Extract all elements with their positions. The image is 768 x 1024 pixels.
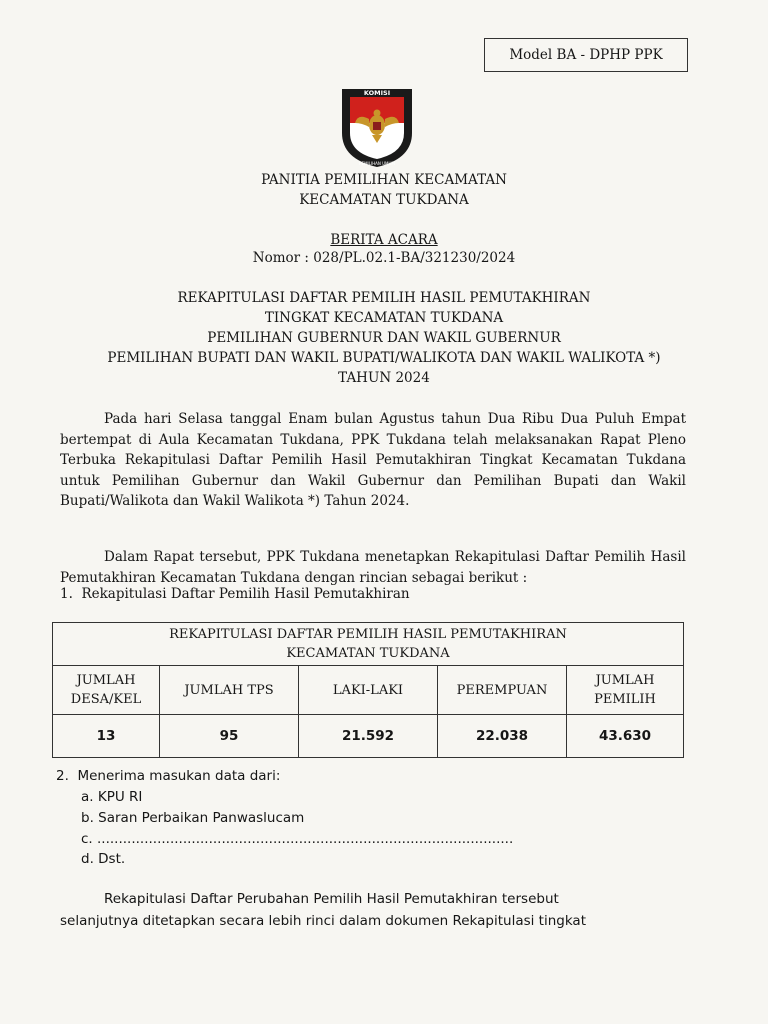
decision-paragraph xyxy=(60,547,686,588)
table-title-line: REKAPITULASI DAFTAR PEMILIH HASIL PEMUTAKHIRAN xyxy=(169,627,567,642)
sub-item: b. Saran Perbaikan Panwaslucam xyxy=(81,810,305,826)
subject-line: TINGKAT KECAMATAN TUKDANA xyxy=(264,310,504,326)
table-cell: 95 xyxy=(160,715,299,758)
subject-line: TAHUN 2024 xyxy=(338,370,430,386)
sub-item: c. ................................................................................................. xyxy=(81,831,514,847)
column-header xyxy=(53,666,160,715)
sub-item: a. KPU RI xyxy=(81,789,143,805)
closing-line: selanjutnya ditetapkan secara lebih rinci dalam dokumen Rekapitulasi tingkat xyxy=(60,913,586,929)
committee-name: PANITIA PEMILIHAN KECAMATAN xyxy=(261,172,507,188)
closing-line: Rekapitulasi Daftar Perubahan Pemilih Hasil Pemutakhiran tersebut xyxy=(104,891,559,907)
column-header xyxy=(299,666,438,715)
column-header xyxy=(438,666,567,715)
opening-paragraph xyxy=(60,409,686,512)
kpu-logo xyxy=(338,83,416,169)
column-header xyxy=(160,666,299,715)
header-line: JUMLAH TPS xyxy=(184,682,274,698)
header-line: PEREMPUAN xyxy=(456,682,548,698)
subject-line: REKAPITULASI DAFTAR PEMILIH HASIL PEMUTAKHIRAN xyxy=(177,290,591,306)
doc-number: Nomor : 028/PL.02.1-BA/321230/2024 xyxy=(252,250,516,266)
doc-title: BERITA ACARA xyxy=(330,232,438,248)
header-line: PEMILIH xyxy=(594,692,656,707)
logo-side-text: PEMILIHAN UMUM xyxy=(359,161,395,166)
list-item-2: 2. Menerima masukan data dari: xyxy=(56,768,281,784)
header-line: DESA/KEL xyxy=(70,692,142,707)
table-title-line: KECAMATAN TUKDANA xyxy=(286,646,450,661)
list-item-1: 1. Rekapitulasi Daftar Pemilih Hasil Pemutakhiran xyxy=(60,586,410,602)
header-line: JUMLAH xyxy=(76,673,136,688)
table-cell: 21.592 xyxy=(299,715,438,758)
table-cell: 22.038 xyxy=(438,715,567,758)
header-line: LAKI-LAKI xyxy=(332,682,404,698)
subject-line: PEMILIHAN BUPATI DAN WAKIL BUPATI/WALIKOTA DAN WAKIL WALIKOTA *) xyxy=(107,350,661,366)
table-title xyxy=(53,623,684,666)
model-label: Model BA - DPHP PPK xyxy=(484,38,688,72)
table-row xyxy=(53,715,684,758)
paragraph-text: Dalam Rapat tersebut, PPK Tukdana menetapkan Rekapitulasi Daftar Pemilih Hasil Pemutakhiran Kecamatan Tukdana dengan rincian sebagai berikut : xyxy=(60,549,686,586)
table-header-row xyxy=(53,666,684,715)
recap-table xyxy=(52,622,684,758)
column-header xyxy=(567,666,684,715)
logo-top-text: KOMISI xyxy=(363,89,391,97)
table-cell: 43.630 xyxy=(567,715,684,758)
header-line: JUMLAH xyxy=(595,673,655,688)
sub-item: d. Dst. xyxy=(81,851,126,867)
table-cell: 13 xyxy=(53,715,160,758)
district-name: KECAMATAN TUKDANA xyxy=(299,192,469,208)
paragraph-text: Pada hari Selasa tanggal Enam bulan Agustus tahun Dua Ribu Dua Puluh Empat bertempat di Aula Kecamatan Tukdana, PPK Tukdana telah melaksanakan Rapat Pleno Terbuka Rekapitulasi Daftar Pemilih Hasil Pemutakhiran Tingkat Kecamatan Tukdana untuk Pemilihan Gubernur dan Wakil Gubernur dan Pemilihan Bupati dan Wakil Bupati/Walikota dan Wakil Walikota *) Tahun 2024. xyxy=(60,411,686,509)
subject-line: PEMILIHAN GUBERNUR DAN WAKIL GUBERNUR xyxy=(207,330,561,346)
